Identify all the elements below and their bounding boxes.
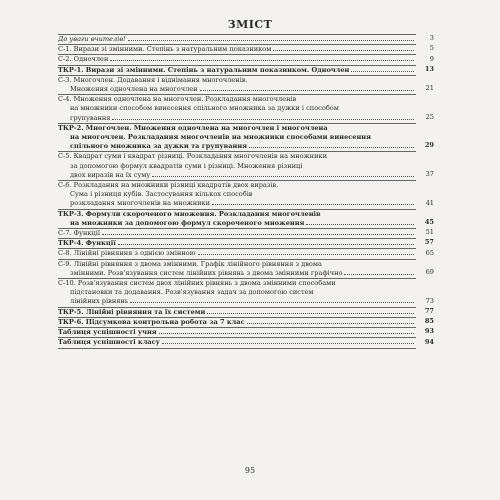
toc-entry[interactable] (58, 259, 434, 278)
toc-entry[interactable] (58, 75, 434, 94)
toc-entry[interactable] (58, 248, 434, 258)
leader-dots (110, 60, 414, 61)
toc-page-number: 77 (424, 306, 434, 315)
toc-entry[interactable] (58, 123, 434, 152)
leader-dots (247, 323, 414, 324)
toc-page-number: 94 (424, 337, 434, 346)
toc-page-number: 3 (429, 34, 434, 43)
toc-page-number: 9 (429, 54, 434, 63)
toc-entry-text: С-3. Многочлен. Додавання і віднімання многочленів. (58, 75, 248, 84)
leader-dots (112, 119, 414, 120)
toc-entry-text: Множення одночлена на многочлен (70, 85, 198, 94)
toc-entry-text: ТКР-1. Вирази зі змінними. Степінь з натуральним показником. Одночлен (58, 65, 350, 74)
toc-entry-text: Таблиця успішності класу (58, 338, 160, 347)
toc-entry[interactable] (58, 64, 434, 75)
toc-entry-text: ТКР-6. Підсумкова контрольна робота за 7 клас (58, 317, 245, 326)
toc-page-number: 25 (425, 112, 434, 121)
toc-entry-text: ТКР-2. Многочлен. Множення одночлена на многочлен і многочлена (58, 123, 328, 132)
toc-entry-text: на многочлен. Розкладання многочленів на множники способами винесення (70, 133, 372, 142)
toc-page-number: 41 (425, 198, 434, 207)
toc-entry-text: С-6. Розкладання на множники різниці квадратів двох виразів. (58, 181, 279, 190)
toc-entry-text: С-10. Розв'язування систем двох лінійних рівнянь з двома змінними способами (58, 279, 336, 288)
toc-page-number: 45 (424, 218, 434, 227)
leader-dots (212, 204, 414, 205)
toc-page-number: 37 (425, 170, 434, 179)
leader-dots (200, 90, 414, 91)
toc-entry-text: С-8. Лінійні рівняння з однією змінною (58, 249, 196, 258)
toc-page-number: 85 (424, 317, 434, 326)
toc-entry-text: спільного множника за дужки та групування (70, 142, 248, 151)
leader-dots (162, 343, 414, 344)
toc-entry[interactable] (58, 327, 434, 337)
toc-entry[interactable] (58, 181, 434, 209)
toc-page-number: 69 (425, 268, 434, 277)
toc-entry[interactable] (58, 228, 434, 238)
leader-dots (249, 147, 414, 148)
toc-entry-text: двох виразів на їх суму (70, 170, 151, 179)
toc-entry-text: за допомогою формул квадратів суми і різниці. Множення різниці (70, 161, 303, 170)
leader-dots (207, 313, 414, 314)
leader-dots (102, 234, 414, 235)
leader-dots (344, 274, 414, 275)
toc-page-number: 13 (424, 64, 434, 73)
toc-page-number: 21 (425, 84, 434, 93)
leader-dots (118, 244, 414, 245)
page-title: ЗМІСТ (227, 18, 273, 31)
toc-entry-text: підстановки та додавання. Розв'язування задач за допомогою систем (70, 288, 314, 297)
toc-entry[interactable] (58, 209, 434, 228)
toc-page-number: 93 (424, 327, 434, 336)
toc-entry[interactable] (58, 279, 434, 307)
toc-page-number: 73 (425, 296, 434, 305)
toc-entry-text: С-5. Квадрат суми і квадрат різниці. Розкладання многочленів на множники (58, 152, 327, 161)
toc-entry-text: лінійних рівнянь (70, 297, 129, 306)
toc-page-number: 57 (424, 238, 434, 247)
leader-dots (159, 333, 414, 334)
toc-entry-text: змінними. Розв'язування систем лінійних рівнянь з двома змінними графічно (70, 268, 343, 277)
toc-entry-text: на множники способом винесення спільного множника за дужки і способом (70, 104, 339, 113)
toc-entry[interactable] (58, 152, 434, 180)
toc-entry[interactable] (58, 54, 434, 64)
table-of-contents (58, 34, 434, 349)
toc-entry[interactable] (58, 95, 434, 123)
leader-dots (130, 302, 414, 303)
toc-entry-text: на множники за допомогою формул скороченого множення (70, 218, 305, 227)
leader-dots (351, 71, 414, 72)
toc-entry[interactable] (58, 306, 434, 317)
toc-entry-text: С-2. Одночлен (58, 55, 109, 64)
toc-entry-text: С-4. Множення одночлена на многочлен. Розкладання многочленів (58, 95, 297, 104)
toc-page-number: 29 (424, 141, 434, 150)
page-number: 95 (244, 466, 256, 475)
toc-entry[interactable] (58, 317, 434, 327)
toc-entry[interactable] (58, 44, 434, 54)
toc-page-number: 51 (425, 228, 434, 237)
toc-entry-text: Сума і різниця кубів. Застосування кількох способів (70, 190, 253, 199)
toc-entry-text: С-7. Функції (58, 229, 100, 238)
toc-entry[interactable] (58, 238, 434, 248)
leader-dots (273, 50, 414, 51)
leader-dots (306, 224, 414, 225)
toc-page-number: 65 (425, 248, 434, 257)
toc-page-number: 5 (429, 44, 434, 53)
toc-entry[interactable] (58, 34, 434, 44)
separator-line (58, 348, 416, 349)
leader-dots (152, 176, 414, 177)
toc-entry-text: Таблиця успішності учня (58, 328, 157, 337)
toc-entry-text: До уваги вчителів! (58, 35, 126, 43)
toc-entry-text: С-9. Лінійні рівняння з двома змінними. Графік лінійного рівняння з двома (58, 259, 322, 268)
toc-entry-text: С-1. Вирази зі змінними. Степінь з натуральним показником (58, 45, 272, 54)
toc-entry[interactable] (58, 337, 434, 347)
toc-entry-text: ТКР-5. Лінійні рівняння та їх системи (58, 307, 206, 316)
toc-entry-text: розкладання многочленів на множники (70, 199, 211, 208)
leader-dots (128, 40, 414, 41)
toc-entry-text: групування (70, 113, 111, 122)
leader-dots (198, 254, 415, 255)
toc-entry-text: ТКР-4. Функції (58, 239, 116, 248)
toc-entry-text: ТКР-3. Формули скороченого множення. Розкладання многочленів (58, 209, 321, 218)
